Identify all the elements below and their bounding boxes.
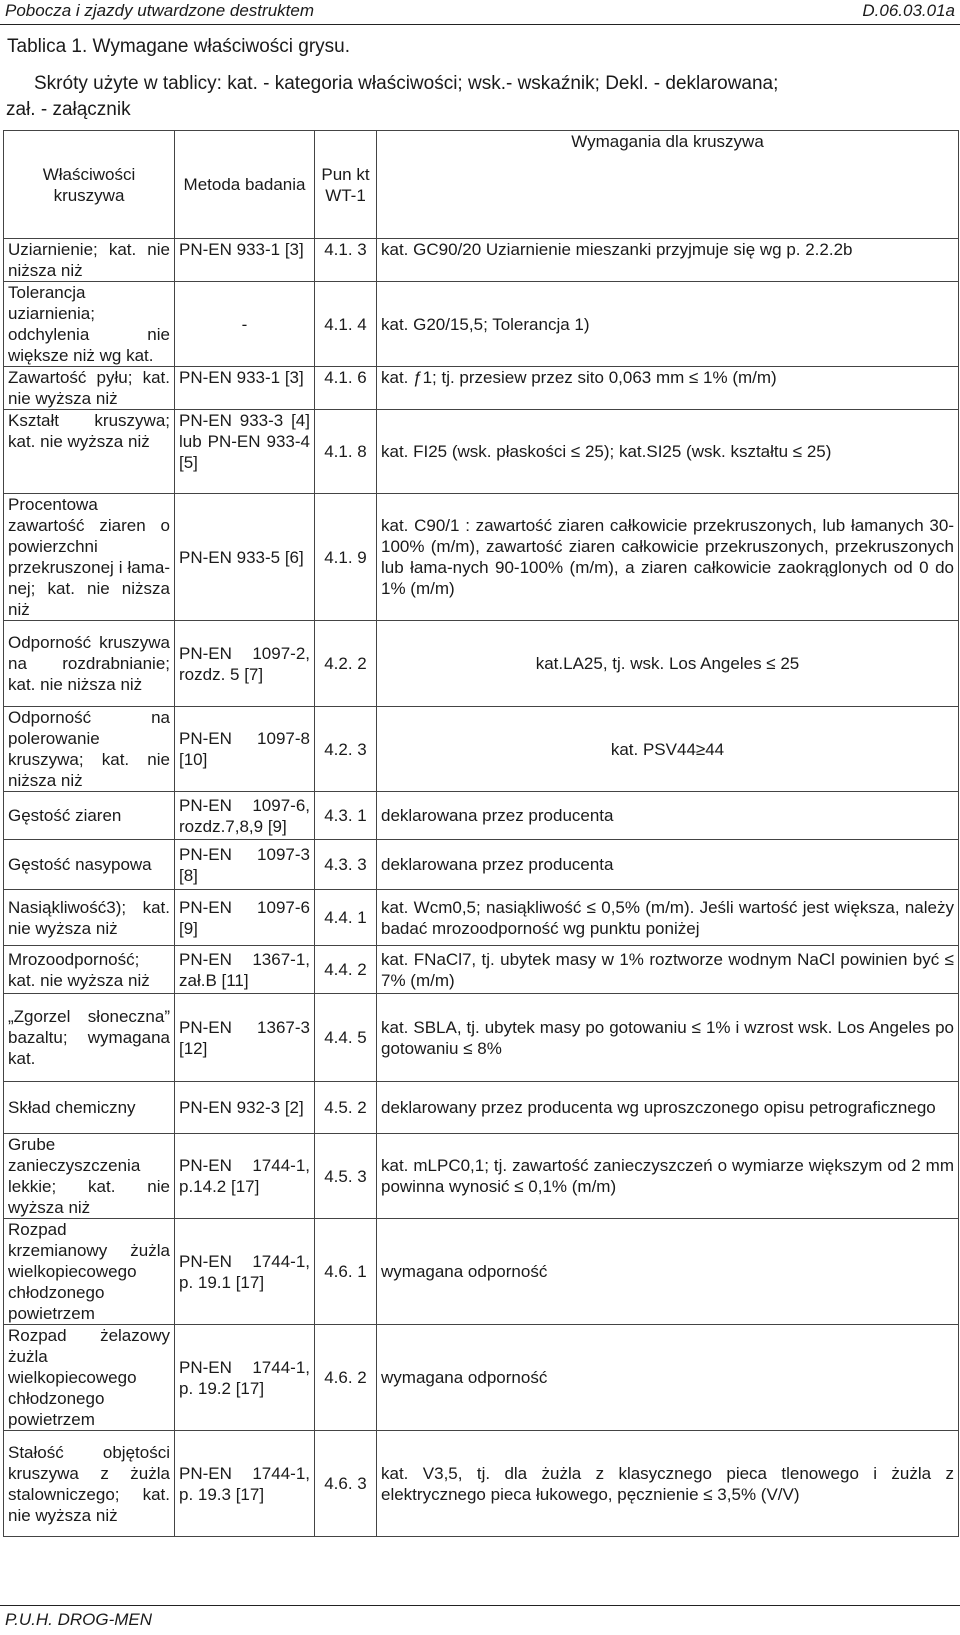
cell-method: PN-EN 1367-3 [12] <box>175 994 315 1082</box>
table-row <box>4 890 959 946</box>
cell-point: 4.1. 6 <box>315 367 377 410</box>
cell-property: Grube zanieczyszczenia lekkie; kat. nie wyższa niż <box>4 1134 175 1219</box>
cell-point: 4.1. 9 <box>315 494 377 621</box>
table-row <box>4 282 959 367</box>
cell-point: 4.6. 1 <box>315 1219 377 1325</box>
cell-point: 4.1. 3 <box>315 239 377 282</box>
cell-property: Mrozoodporność; kat. nie wyższa niż <box>4 946 175 994</box>
cell-point: 4.1. 8 <box>315 410 377 494</box>
cell-method: PN-EN 932-3 [2] <box>175 1082 315 1134</box>
cell-method: PN-EN 1097-2, rozdz. 5 [7] <box>175 621 315 707</box>
cell-method: - <box>175 282 315 367</box>
cell-requirement: kat. V3,5, tj. dla żużla z klasycznego pieca tlenowego i żużla z elektrycznego pieca łukowego, pęcznienie ≤ 3,5% (V/V) <box>377 1431 959 1537</box>
cell-property: Procentowa zawartość ziaren o powierzchni przekruszonej i łama-nej; kat. nie niższa niż <box>4 494 175 621</box>
cell-method: PN-EN 1097-8 [10] <box>175 707 315 792</box>
col-header-property: Właściwości kruszywa <box>4 131 175 239</box>
cell-point: 4.3. 3 <box>315 840 377 890</box>
cell-requirement: kat.LA25, tj. wsk. Los Angeles ≤ 25 <box>377 621 959 707</box>
col-header-point: Pun kt WT-1 <box>315 131 377 239</box>
cell-property: Rozpad żelazowy żużla wielkopiecowego chłodzonego powietrzem <box>4 1325 175 1431</box>
cell-requirement: kat. G20/15,5; Tolerancja 1) <box>377 282 959 367</box>
cell-property: Odporność na polerowanie kruszywa; kat. nie niższa niż <box>4 707 175 792</box>
cell-property: Nasiąkliwość3); kat. nie wyższa niż <box>4 890 175 946</box>
cell-property: Odporność kruszywa na rozdrabnianie; kat. nie niższa niż <box>4 621 175 707</box>
cell-point: 4.3. 1 <box>315 792 377 840</box>
table-row <box>4 1325 959 1431</box>
cell-property: Stałość objętości kruszywa z żużla stalowniczego; kat. nie wyższa niż <box>4 1431 175 1537</box>
cell-requirement: kat. C90/1 : zawartość ziaren całkowicie przekruszonych, lub łamanych 30-100% (m/m), zawartość ziaren całkowicie przekruszonych, przekruszonych lub łama-nych 90-100% (m/m), a ziaren całkowicie zaokrąglonych od 0 do 1% (m/m) <box>377 494 959 621</box>
cell-point: 4.5. 2 <box>315 1082 377 1134</box>
cell-point: 4.6. 2 <box>315 1325 377 1431</box>
table-row <box>4 494 959 621</box>
cell-requirement: deklarowana przez producenta <box>377 840 959 890</box>
cell-method: PN-EN 1097-6 [9] <box>175 890 315 946</box>
requirements-table <box>3 130 959 1537</box>
footer-divider <box>0 1605 960 1606</box>
cell-property: Uziarnienie; kat. nie niższa niż <box>4 239 175 282</box>
table-row <box>4 367 959 410</box>
cell-method: PN-EN 1744-1, p. 19.1 [17] <box>175 1219 315 1325</box>
cell-property: „Zgorzel słoneczna” bazaltu; wymagana kat. <box>4 994 175 1082</box>
table-row <box>4 707 959 792</box>
cell-point: 4.4. 2 <box>315 946 377 994</box>
table-row <box>4 994 959 1082</box>
cell-requirement: kat. mLPC0,1; tj. zawartość zanieczyszczeń o wymiarze większym od 2 mm powinna wynosić ≤ 0,1% (m/m) <box>377 1134 959 1219</box>
cell-point: 4.6. 3 <box>315 1431 377 1537</box>
cell-property: Gęstość ziaren <box>4 792 175 840</box>
page-header <box>0 0 960 25</box>
table-row <box>4 946 959 994</box>
abbreviations-line-1: Skróty użyte w tablicy: kat. - kategoria właściwości; wsk.- wskaźnik; Dekl. - deklarowana; <box>34 73 779 94</box>
cell-property: Kształt kruszywa; kat. nie wyższa niż <box>4 410 175 494</box>
cell-point: 4.2. 3 <box>315 707 377 792</box>
cell-requirement: wymagana odporność <box>377 1325 959 1431</box>
cell-requirement: kat. PSV44≥44 <box>377 707 959 792</box>
cell-method: PN-EN 933-3 [4] lub PN-EN 933-4 [5] <box>175 410 315 494</box>
cell-point: 4.4. 5 <box>315 994 377 1082</box>
cell-point: 4.1. 4 <box>315 282 377 367</box>
cell-requirement: kat. SBLA, tj. ubytek masy po gotowaniu ≤ 1% i wzrost wsk. Los Angeles po gotowaniu ≤ 8% <box>377 994 959 1082</box>
cell-requirement: deklarowana przez producenta <box>377 792 959 840</box>
header-title: Pobocza i zjazdy utwardzone destruktem <box>5 1 314 20</box>
cell-requirement: kat. ƒ1; tj. przesiew przez sito 0,063 mm ≤ 1% (m/m) <box>377 367 959 410</box>
cell-point: 4.2. 2 <box>315 621 377 707</box>
table-row <box>4 792 959 840</box>
cell-property: Skład chemiczny <box>4 1082 175 1134</box>
table-title: Tablica 1. Wymagane właściwości grysu. <box>7 36 351 57</box>
cell-requirement: wymagana odporność <box>377 1219 959 1325</box>
cell-method: PN-EN 933-1 [3] <box>175 239 315 282</box>
header-code: D.06.03.01a <box>862 1 955 20</box>
cell-method: PN-EN 1097-3 [8] <box>175 840 315 890</box>
col-header-method: Metoda badania <box>175 131 315 239</box>
cell-property: Zawartość pyłu; kat. nie wyższa niż <box>4 367 175 410</box>
cell-point: 4.5. 3 <box>315 1134 377 1219</box>
page-footer: P.U.H. DROG-MEN <box>5 1610 153 1629</box>
table-header-row <box>4 131 959 239</box>
table-row <box>4 1134 959 1219</box>
table-row <box>4 621 959 707</box>
cell-property: Gęstość nasypowa <box>4 840 175 890</box>
col-header-requirements: Wymagania dla kruszywa <box>377 131 959 239</box>
cell-property: Tolerancja uziarnienia; odchylenia nie większe niż wg kat. <box>4 282 175 367</box>
cell-requirement: kat. FI25 (wsk. płaskości ≤ 25); kat.SI25 (wsk. kształtu ≤ 25) <box>377 410 959 494</box>
cell-requirement: kat. FNaCl7, tj. ubytek masy w 1% roztworze wodnym NaCl powinien być ≤ 7% (m/m) <box>377 946 959 994</box>
abbreviations-line-2: zał. - załącznik <box>6 99 131 120</box>
cell-method: PN-EN 933-5 [6] <box>175 494 315 621</box>
cell-method: PN-EN 1744-1, p. 19.2 [17] <box>175 1325 315 1431</box>
table-row <box>4 1431 959 1537</box>
cell-point: 4.4. 1 <box>315 890 377 946</box>
table-row <box>4 410 959 494</box>
cell-method: PN-EN 933-1 [3] <box>175 367 315 410</box>
cell-method: PN-EN 1744-1, p.14.2 [17] <box>175 1134 315 1219</box>
cell-requirement: kat. Wcm0,5; nasiąkliwość ≤ 0,5% (m/m). Jeśli wartość jest większa, należy badać mrozoodporność wg punktu poniżej <box>377 890 959 946</box>
cell-method: PN-EN 1744-1, p. 19.3 [17] <box>175 1431 315 1537</box>
cell-property: Rozpad krzemianowy żużla wielkopiecowego chłodzonego powietrzem <box>4 1219 175 1325</box>
cell-requirement: kat. GC90/20 Uziarnienie mieszanki przyjmuje się wg p. 2.2.2b <box>377 239 959 282</box>
cell-method: PN-EN 1097-6, rozdz.7,8,9 [9] <box>175 792 315 840</box>
table-row <box>4 1082 959 1134</box>
table-row <box>4 840 959 890</box>
cell-method: PN-EN 1367-1, zał.B [11] <box>175 946 315 994</box>
table-row <box>4 1219 959 1325</box>
cell-requirement: deklarowany przez producenta wg uproszczonego opisu petrograficznego <box>377 1082 959 1134</box>
abbreviations-note <box>6 71 949 123</box>
table-row <box>4 239 959 282</box>
